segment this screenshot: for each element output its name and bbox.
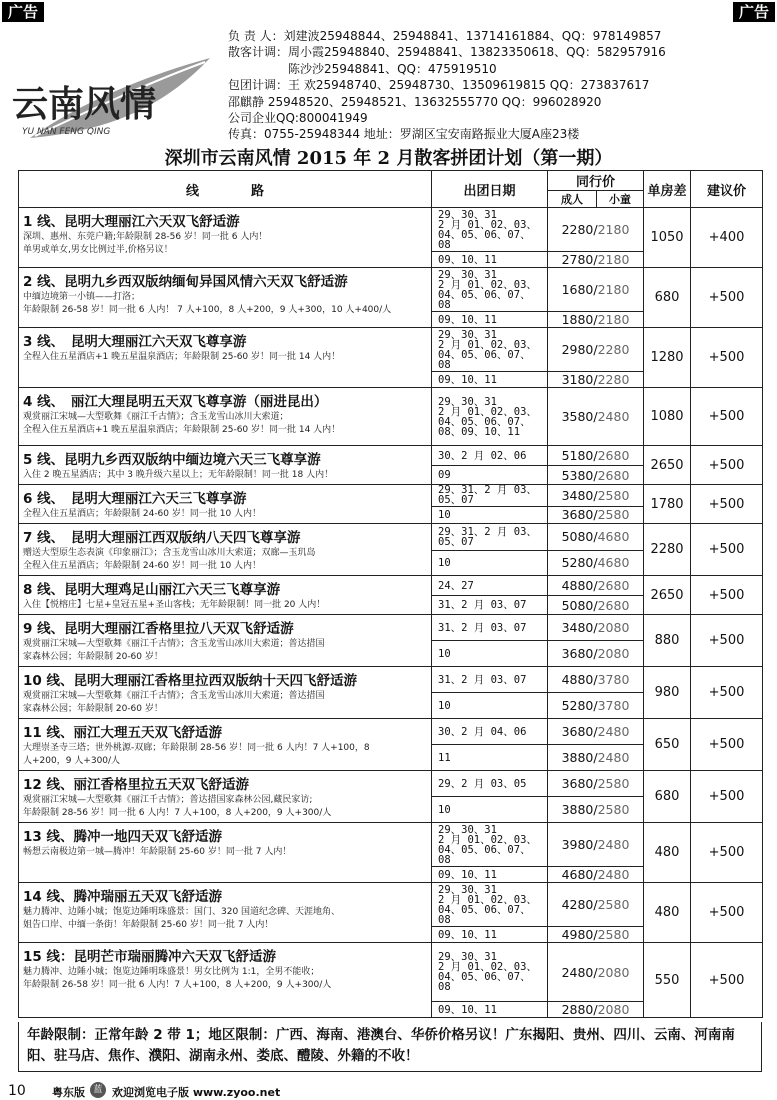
- route-info: [19, 446, 432, 485]
- suggested-markup: +500: [691, 771, 763, 823]
- child-price: 2480: [597, 409, 630, 424]
- route-title: 3 线、 昆明大理丽江六天双飞尊享游: [23, 334, 247, 350]
- route-title: 13 线、腾冲一地四天双飞舒适游: [23, 829, 222, 845]
- route-info: [19, 771, 432, 823]
- child-price: 2280: [597, 372, 630, 387]
- route-row: [19, 823, 763, 867]
- single-room-supplement: 1280: [644, 328, 691, 388]
- route-info: [19, 615, 432, 667]
- peer-price: [548, 693, 644, 719]
- route-description: 全程入住五星酒店；年龄限制 24-60 岁！同一批 10 人内！: [23, 509, 262, 519]
- route-description: 魅力腾冲、边陲小城；饱览边陲明珠盛景：国门、320 国道纪念碑、天涯地角、 姐告口岸、中缅一条街！年龄限制 25-60 岁！同一批 7 人内！: [23, 907, 341, 930]
- single-room-supplement: 1080: [644, 388, 691, 446]
- age-region-note: 年龄限制：正常年龄 2 带 1；地区限制：广西、海南、港澳台、华侨价格另议！广东揭阳、贵州、四川、云南、河南南阳、驻马店、焦作、濮阳、湖南永州、娄底、醴陵、外籍的不收！: [18, 1022, 762, 1072]
- child-price: 2280: [597, 342, 630, 357]
- route-description: 畅想云南极边第一城—腾冲！年龄限制 25-60 岁！同一批 7 人内！: [23, 847, 292, 857]
- peer-price: [548, 466, 644, 485]
- route-info: [19, 823, 432, 883]
- route-info: [19, 883, 432, 943]
- price-separator: /: [593, 448, 598, 464]
- adult-price: 4880: [561, 672, 594, 687]
- peer-price: [548, 867, 644, 883]
- departure-dates: 31、2 月 03、07: [432, 615, 548, 641]
- peer-price: [548, 771, 644, 797]
- adult-price: 2980: [561, 342, 594, 357]
- contact-line: 负 责 人：刘建波25948844、25948841、13714161884、QQ：978149857: [228, 29, 662, 43]
- peer-price: [548, 576, 644, 596]
- price-separator: /: [593, 698, 598, 713]
- price-separator: /: [593, 529, 598, 545]
- route-row: [19, 485, 763, 507]
- departure-dates: 29、30、31 2 月 01、02、03、 04、05、06、07、 08: [432, 328, 548, 372]
- departure-dates: 29、30、31 2 月 01、02、03、 04、05、06、07、 08: [432, 823, 548, 867]
- child-price: 2180: [597, 282, 630, 297]
- route-title: 9 线、昆明大理丽江香格里拉八天双飞舒适游: [23, 621, 294, 637]
- single-room-supplement: 2650: [644, 446, 691, 485]
- child-price: 3780: [597, 672, 630, 687]
- price-separator: /: [593, 578, 598, 594]
- price-separator: /: [593, 252, 598, 267]
- departure-dates: 31、2 月 03、07: [432, 596, 548, 615]
- header-adult: 成人: [548, 191, 597, 208]
- route-description: 入住【悦榕庄】七星+皇冠五星+圣山客栈；无年龄限制！同一批 20 人内！: [23, 600, 326, 610]
- route-title: 1 线、昆明大理丽江六天双飞舒适游: [23, 214, 240, 230]
- price-separator: /: [593, 802, 598, 817]
- route-title: 4 线、 丽江大理昆明五天双飞尊享游（丽进昆出）: [23, 394, 328, 410]
- departure-dates: 31、2 月 03、07: [432, 667, 548, 693]
- departure-dates: 29、30、31 2 月 01、02、03、 04、05、06、07、 08: [432, 268, 548, 312]
- departure-dates: 29、2 月 03、05: [432, 771, 548, 797]
- route-info: [19, 667, 432, 719]
- peer-price: [548, 1002, 644, 1018]
- route-description: 深圳、惠州、东莞户籍;年龄限制 28-56 岁！同一批 6 人内！ 单男或单女,男女比例过半,价格另议！: [23, 232, 268, 255]
- adult-price: 5080: [561, 529, 594, 545]
- single-room-supplement: 2280: [644, 524, 691, 576]
- route-info: [19, 524, 432, 576]
- departure-dates: 29、30、31 2 月 01、02、03、 04、05、06、07、 08: [432, 883, 548, 927]
- peer-price: [548, 927, 644, 943]
- child-price: 2580: [597, 776, 630, 791]
- peer-price: [548, 641, 644, 667]
- adult-price: 1880: [561, 312, 594, 327]
- route-info: [19, 328, 432, 388]
- departure-dates: 29、30、31 2 月 01、02、03、 04、05、06、07、 08、09、10、11: [432, 388, 548, 446]
- peer-price: [548, 823, 644, 867]
- peer-price: [548, 312, 644, 328]
- ad-label-left: 广告: [2, 2, 44, 22]
- route-row: [19, 771, 763, 797]
- departure-dates: 09、10、11: [432, 867, 548, 883]
- route-title: 5 线、昆明九乡西双版纳中缅边境六天三飞尊享游: [23, 452, 321, 468]
- peer-price: [548, 524, 644, 551]
- adult-price: 3680: [561, 724, 594, 739]
- contact-line: 传真：0755-25948344 地址：罗湖区宝安南路振业大厦A座23楼: [228, 127, 580, 142]
- price-separator: /: [593, 597, 598, 613]
- child-price: 3780: [597, 698, 630, 713]
- price-separator: /: [593, 867, 598, 882]
- contact-line: 邵麒静 25948520、25948521、13632555770 QQ：996028920: [228, 94, 602, 109]
- child-price: 2680: [597, 578, 630, 594]
- suggested-markup: +500: [691, 615, 763, 667]
- suggested-markup: +500: [691, 388, 763, 446]
- single-room-supplement: 480: [644, 883, 691, 943]
- child-price: 2080: [597, 1002, 630, 1017]
- contact-line: 陈沙沙25948841、QQ：475919510: [228, 61, 497, 76]
- header-peer-price: 同行价: [548, 171, 644, 191]
- single-room-supplement: 650: [644, 719, 691, 771]
- route-description: 全程入住五星酒店+1 晚五星温泉酒店；年龄限制 25-60 岁！同一批 14 人内！: [23, 352, 341, 362]
- suggested-markup: +500: [691, 719, 763, 771]
- departure-dates: 10: [432, 797, 548, 823]
- price-separator: /: [593, 646, 598, 661]
- departure-dates: 09、10、11: [432, 372, 548, 388]
- suggested-markup: +500: [691, 446, 763, 485]
- route-title: 14 线、腾冲瑞丽五天双飞舒适游: [23, 889, 222, 905]
- adult-price: 2280: [561, 222, 594, 237]
- header-date: 出团日期: [432, 171, 548, 208]
- child-price: 2180: [597, 252, 630, 267]
- price-separator: /: [593, 964, 598, 980]
- child-price: 2580: [597, 897, 630, 912]
- single-room-supplement: 680: [644, 771, 691, 823]
- peer-price: [548, 268, 644, 312]
- peer-price: [548, 615, 644, 641]
- adult-price: 4680: [561, 867, 594, 882]
- peer-price: [548, 506, 644, 523]
- adult-price: 4280: [561, 897, 594, 912]
- edition-label: 粤东版: [52, 1086, 85, 1099]
- route-row: [19, 208, 763, 252]
- route-title: 12 线、丽江香格里拉五天双飞舒适游: [23, 777, 249, 793]
- peer-price: [548, 745, 644, 771]
- adult-price: 3480: [561, 487, 594, 503]
- adult-price: 4980: [561, 927, 594, 942]
- price-separator: /: [593, 750, 598, 765]
- departure-dates: 10: [432, 506, 548, 523]
- departure-dates: 09、10、11: [432, 927, 548, 943]
- website-slogan: 欢迎浏览电子版 www.zyoo.net: [112, 1086, 281, 1099]
- adult-price: 3980: [561, 837, 594, 852]
- route-description: 魅力腾冲、边陲小城；饱览边陲明珠盛景！男女比例为 1:1，全男不能收； 年龄限制 26-58 岁！同一批 6 人内！7 人+100，8 人+200，9 人+300/人: [23, 967, 332, 990]
- departure-dates: 29、30、31 2 月 01、02、03、 04、05、06、07、 08: [432, 208, 548, 252]
- price-separator: /: [593, 837, 598, 852]
- contact-line: 包团计调：王 欢25948740、25948730、13509619815 QQ：273837617: [228, 78, 650, 93]
- peer-price: [548, 667, 644, 693]
- price-separator: /: [593, 312, 598, 327]
- ad-label-right: 广告: [733, 2, 775, 22]
- adult-price: 3880: [561, 802, 594, 817]
- route-title: 2 线、昆明九乡西双版纳缅甸异国风情六天双飞舒适游: [23, 274, 348, 290]
- adult-price: 1680: [561, 282, 594, 297]
- suggested-markup: +500: [691, 485, 763, 524]
- route-row: [19, 576, 763, 596]
- route-row: [19, 667, 763, 693]
- peer-price: [548, 208, 644, 252]
- route-title: 15 线：昆明芒市瑞丽腾冲六天双飞舒适游: [23, 949, 276, 965]
- adult-price: 5080: [561, 597, 594, 613]
- single-room-supplement: 980: [644, 667, 691, 719]
- suggested-markup: +500: [691, 667, 763, 719]
- page-number: 10: [8, 1083, 26, 1099]
- price-separator: /: [593, 776, 598, 791]
- single-room-supplement: 880: [644, 615, 691, 667]
- suggested-markup: +500: [691, 823, 763, 883]
- route-info: [19, 388, 432, 446]
- departure-dates: 09、10、11: [432, 252, 548, 268]
- price-separator: /: [593, 724, 598, 739]
- departure-dates: 30、2 月 04、06: [432, 719, 548, 745]
- child-price: 2580: [597, 927, 630, 942]
- route-description: 观赏丽江宋城—大型歌舞《丽江千古情》；含玉龙雪山冰川大索道；普达措国 家森林公园；年龄限制 20-60 岁！: [23, 691, 325, 714]
- single-room-supplement: 680: [644, 268, 691, 328]
- adult-price: 5280: [561, 555, 594, 571]
- child-price: 2080: [597, 646, 630, 661]
- price-separator: /: [593, 620, 598, 635]
- route-row: [19, 268, 763, 312]
- single-room-supplement: 480: [644, 823, 691, 883]
- adult-price: 5280: [561, 698, 594, 713]
- child-price: 2680: [597, 467, 630, 483]
- route-title: 11 线、丽江大理五天双飞舒适游: [23, 725, 222, 741]
- child-price: 2680: [597, 597, 630, 613]
- departure-dates: 11: [432, 745, 548, 771]
- departure-dates: 29、31、2 月 03、 05、07: [432, 485, 548, 507]
- route-description: 入住 2 晚五星酒店；其中 3 晚升级六星以上；无年龄限制！同一批 18 人内！: [23, 470, 334, 480]
- peer-price: [548, 388, 644, 446]
- route-row: [19, 615, 763, 641]
- price-separator: /: [593, 1002, 598, 1017]
- route-info: [19, 268, 432, 328]
- suggested-markup: +500: [691, 328, 763, 388]
- price-separator: /: [593, 409, 598, 424]
- route-description: 观赏丽江宋城—大型歌舞《丽江千古情》；含玉龙雪山冰川大索道； 全程入住五星酒店+1 晚五星温泉酒店；年龄限制 25-60 岁！同一批 14 人内！: [23, 412, 341, 435]
- adult-price: 5380: [561, 467, 594, 483]
- route-description: 大理崇圣寺三塔；世外桃源-双廊；年龄限制 28-56 岁！同一批 6 人内！7 人+100，8 人+200，9 人+300/人: [23, 743, 370, 766]
- route-info: [19, 208, 432, 268]
- adult-price: 2780: [561, 252, 594, 267]
- departure-dates: 24、27: [432, 576, 548, 596]
- child-price: 2480: [597, 837, 630, 852]
- departure-dates: 09、10、11: [432, 1002, 548, 1018]
- route-description: 赠送大型原生态表演《印象丽江》；含玉龙雪山冰川大索道；双廊—玉玑岛 全程入住五星酒店；年龄限制 24-60 岁！同一批 10 人内！: [23, 548, 316, 571]
- contact-line: 公司企业QQ:800041949: [228, 110, 368, 125]
- route-description: 观赏丽江宋城—大型歌舞《丽江千古情》；含玉龙雪山冰川大索道；普达措国 家森林公园；年龄限制 20-60 岁！: [23, 639, 325, 662]
- tour-schedule-table: [18, 170, 763, 1018]
- departure-dates: 29、31、2 月 03、 05、07: [432, 524, 548, 551]
- price-separator: /: [593, 282, 598, 297]
- child-price: 2480: [597, 867, 630, 882]
- child-price: 2080: [597, 964, 630, 980]
- child-price: 2480: [597, 724, 630, 739]
- child-price: 2180: [597, 222, 630, 237]
- price-separator: /: [593, 672, 598, 687]
- contact-info: [228, 28, 666, 143]
- route-title: 7 线、 昆明大理丽江西双版纳八天四飞尊享游: [23, 530, 301, 546]
- route-row: [19, 719, 763, 745]
- child-price: 2580: [597, 507, 630, 523]
- page-footer: [0, 1080, 777, 1100]
- adult-price: 3480: [561, 620, 594, 635]
- route-row: [19, 446, 763, 466]
- child-price: 2180: [597, 312, 630, 327]
- price-separator: /: [593, 927, 598, 942]
- price-separator: /: [593, 507, 598, 523]
- route-info: [19, 719, 432, 771]
- peer-price: [548, 550, 644, 575]
- adult-price: 2880: [561, 1002, 594, 1017]
- route-description: 观赏丽江宋城—大型歌舞《丽江千古情》；普达措国家森林公园,藏民家访; 年龄限制 28-56 岁！同一批 6 人内！7 人+100，8 人+200，9 人+300/人: [23, 795, 332, 818]
- peer-price: [548, 372, 644, 388]
- header-advice: 建议价: [691, 171, 763, 208]
- price-separator: /: [593, 555, 598, 571]
- price-separator: /: [593, 897, 598, 912]
- adult-price: 2480: [561, 964, 594, 980]
- suggested-markup: +500: [691, 943, 763, 1018]
- price-separator: /: [593, 467, 598, 483]
- child-price: 4680: [597, 555, 630, 571]
- peer-price: [548, 719, 644, 745]
- route-row: [19, 943, 763, 1002]
- departure-dates: 10: [432, 550, 548, 575]
- price-separator: /: [593, 342, 598, 357]
- route-row: [19, 328, 763, 372]
- single-room-supplement: 2650: [644, 576, 691, 615]
- suggested-markup: +500: [691, 883, 763, 943]
- header-single: 单房差: [644, 171, 691, 208]
- departure-dates: 29、30、31 2 月 01、02、03、 04、05、06、07、 08: [432, 943, 548, 1002]
- adult-price: 3580: [561, 409, 594, 424]
- page-title: 深圳市云南风情 2015 年 2 月散客拼团计划（第一期）: [164, 148, 613, 169]
- single-room-supplement: 1050: [644, 208, 691, 268]
- route-description: 中缅边境第一小镇——打洛； 年龄限制 26-58 岁！同一批 6 人内！ 7 人+100，8 人+200，9 人+300，10 人+400/人: [23, 292, 392, 315]
- header-route: 线 路: [19, 171, 432, 208]
- suggested-markup: +400: [691, 208, 763, 268]
- route-row: [19, 883, 763, 927]
- route-info: [19, 485, 432, 524]
- peer-price: [548, 883, 644, 927]
- peer-price: [548, 446, 644, 466]
- departure-dates: 30、2 月 02、06: [432, 446, 548, 466]
- route-title: 10 线、昆明大理丽江香格里拉西双版纳十天四飞舒适游: [23, 673, 357, 689]
- brand-pinyin: YU NAN FENG QING: [22, 127, 111, 137]
- route-row: [19, 524, 763, 551]
- departure-dates: 09: [432, 466, 548, 485]
- departure-dates: 09、10、11: [432, 312, 548, 328]
- departure-dates: 10: [432, 641, 548, 667]
- route-title: 6 线、 昆明大理丽江六天三飞尊享游: [23, 491, 247, 507]
- peer-price: [548, 596, 644, 615]
- route-info: [19, 576, 432, 615]
- single-room-supplement: 550: [644, 943, 691, 1018]
- adult-price: 4880: [561, 578, 594, 594]
- child-price: 2480: [597, 750, 630, 765]
- adult-price: 3880: [561, 750, 594, 765]
- peer-price: [548, 943, 644, 1002]
- route-info: [19, 943, 432, 1018]
- peer-price: [548, 252, 644, 268]
- brand-logo: [10, 50, 215, 145]
- adult-price: 3680: [561, 646, 594, 661]
- departure-dates: 10: [432, 693, 548, 719]
- price-separator: /: [593, 487, 598, 503]
- peer-price: [548, 328, 644, 372]
- child-price: 2080: [597, 620, 630, 635]
- edition-badge-icon: 蓝: [90, 1082, 106, 1098]
- adult-price: 3180: [561, 372, 594, 387]
- child-price: 2680: [597, 448, 630, 464]
- peer-price: [548, 797, 644, 823]
- child-price: 2580: [597, 487, 630, 503]
- header-child: 小童: [597, 191, 644, 208]
- route-row: [19, 388, 763, 446]
- route-title: 8 线、昆明大理鸡足山丽江六天三飞尊享游: [23, 582, 281, 598]
- price-separator: /: [593, 372, 598, 387]
- suggested-markup: +500: [691, 576, 763, 615]
- child-price: 4680: [597, 529, 630, 545]
- adult-price: 3680: [561, 776, 594, 791]
- suggested-markup: +500: [691, 268, 763, 328]
- single-room-supplement: 1780: [644, 485, 691, 524]
- price-separator: /: [593, 222, 598, 237]
- peer-price: [548, 485, 644, 507]
- adult-price: 5180: [561, 448, 594, 464]
- brand-name: 云南风情: [12, 83, 157, 125]
- contact-line: 散客计调：周小霞25948840、25948841、13823350618、QQ：582957916: [228, 45, 666, 60]
- child-price: 2580: [597, 802, 630, 817]
- adult-price: 3680: [561, 507, 594, 523]
- suggested-markup: +500: [691, 524, 763, 576]
